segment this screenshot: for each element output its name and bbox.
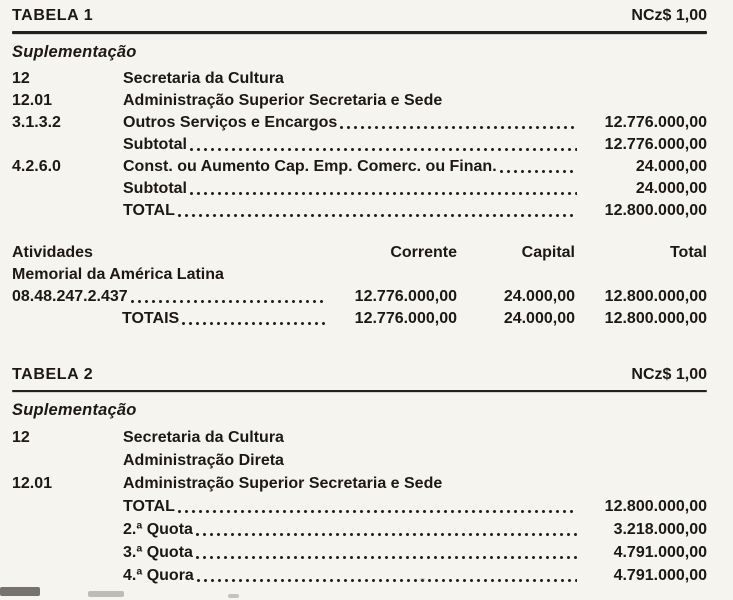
activities-header-row (12, 242, 707, 264)
table-row (12, 90, 707, 112)
row-desc: TOTAL (123, 498, 175, 515)
row-code: 3.1.3.2 (12, 113, 61, 131)
row-code: 12 (12, 429, 30, 446)
row-code: 12.01 (12, 91, 53, 109)
row-value: 12.776.000,00 (604, 113, 707, 131)
row-code (12, 449, 123, 472)
dot-leader (177, 495, 577, 518)
tabela-1-header (12, 4, 707, 28)
column-header-total: Total (669, 243, 707, 261)
totals-capital-value: 24.000,00 (503, 309, 575, 327)
row-code (12, 541, 123, 564)
section-label: Suplementação (12, 42, 137, 61)
row-desc: Administração Direta (123, 452, 284, 469)
table-title: TABELA 2 (12, 365, 94, 383)
horizontal-rule (12, 31, 707, 34)
dot-leader (189, 178, 577, 200)
row-value: 24.000,00 (635, 157, 707, 175)
quota-row (12, 541, 707, 564)
table-row (12, 449, 707, 472)
table-total-row (12, 200, 707, 222)
row-desc: Administração Superior Secretaria e Sede (123, 475, 443, 492)
row-code: 4.2.6.0 (12, 157, 61, 175)
activity-totals-row (12, 308, 707, 330)
dot-leader (181, 308, 327, 330)
scan-artifact (0, 587, 40, 596)
row-desc: Secretaria da Cultura (123, 69, 284, 87)
budget-rows (12, 426, 707, 587)
row-desc: Outros Serviços e Encargos (123, 113, 338, 131)
dot-leader (195, 518, 577, 541)
table-row (12, 156, 707, 178)
activity-total-value: 12.800.000,00 (604, 287, 707, 305)
row-desc: Subtotal (123, 135, 187, 153)
scan-artifact (228, 594, 239, 598)
horizontal-rule (12, 390, 707, 393)
row-code (12, 564, 123, 587)
tabela-2-section (12, 363, 707, 588)
tabela-2-header (12, 363, 707, 387)
dot-leader (189, 134, 577, 156)
table-row (12, 134, 707, 156)
column-header-corrente: Corrente (390, 243, 457, 261)
row-desc: 4.ª Quora (123, 567, 194, 584)
row-code (12, 200, 123, 222)
row-value: 4.791.000,00 (613, 567, 707, 584)
totals-total-value: 12.800.000,00 (604, 309, 707, 327)
row-value: 4.791.000,00 (613, 544, 707, 561)
row-code (12, 134, 123, 156)
currency-label: NCz$ 1,00 (631, 365, 707, 383)
column-header-atividades: Atividades (12, 243, 93, 261)
row-code: 12 (12, 69, 30, 87)
dot-leader (339, 112, 577, 134)
row-desc: Secretaria da Cultura (123, 429, 284, 446)
quota-row (12, 518, 707, 541)
activities-header-label (12, 242, 335, 264)
table-total-row (12, 495, 707, 518)
row-desc: TOTAL (123, 201, 175, 219)
table-row (12, 426, 707, 449)
dot-leader (499, 156, 577, 178)
column-header-capital: Capital (521, 243, 575, 261)
row-value: 12.800.000,00 (604, 201, 707, 219)
row-value: 12.776.000,00 (604, 135, 707, 153)
activity-group-label: Memorial da América Latina (12, 265, 224, 283)
row-code (12, 178, 123, 200)
table-row (12, 68, 707, 90)
row-desc: 2.ª Quota (123, 521, 193, 538)
row-value: 3.218.000,00 (613, 521, 707, 538)
row-desc: 3.ª Quota (123, 544, 193, 561)
totals-corrente-value: 12.776.000,00 (354, 309, 457, 327)
row-desc: Const. ou Aumento Cap. Emp. Comerc. ou Finan. (123, 157, 497, 175)
tabela-1-section (12, 4, 707, 330)
activity-code: 08.48.247.2.437 (12, 287, 128, 305)
activity-row (12, 286, 707, 308)
table-title: TABELA 1 (12, 7, 94, 24)
table-row (12, 112, 707, 134)
section-label: Suplementação (12, 401, 137, 419)
activity-corrente-value: 12.776.000,00 (354, 287, 457, 305)
table-row (12, 472, 707, 495)
dot-leader (130, 286, 327, 308)
table-row (12, 178, 707, 200)
scan-artifact (88, 591, 124, 597)
row-code (12, 518, 123, 541)
dot-leader (177, 200, 577, 222)
row-desc: Subtotal (123, 179, 187, 197)
dot-leader (196, 564, 577, 587)
row-value: 12.800.000,00 (604, 498, 707, 515)
row-desc: Administração Superior Secretaria e Sede (123, 91, 443, 109)
currency-label: NCz$ 1,00 (631, 7, 707, 24)
scan-artifact (420, 578, 425, 582)
activities-table (12, 242, 707, 330)
row-value: 24.000,00 (635, 179, 707, 197)
activity-capital-value: 24.000,00 (503, 287, 575, 305)
budget-rows (12, 68, 707, 222)
totals-label: TOTAIS (122, 309, 180, 327)
dot-leader (195, 541, 577, 564)
row-code: 12.01 (12, 475, 53, 492)
quota-row (12, 564, 707, 587)
row-code (12, 495, 123, 518)
